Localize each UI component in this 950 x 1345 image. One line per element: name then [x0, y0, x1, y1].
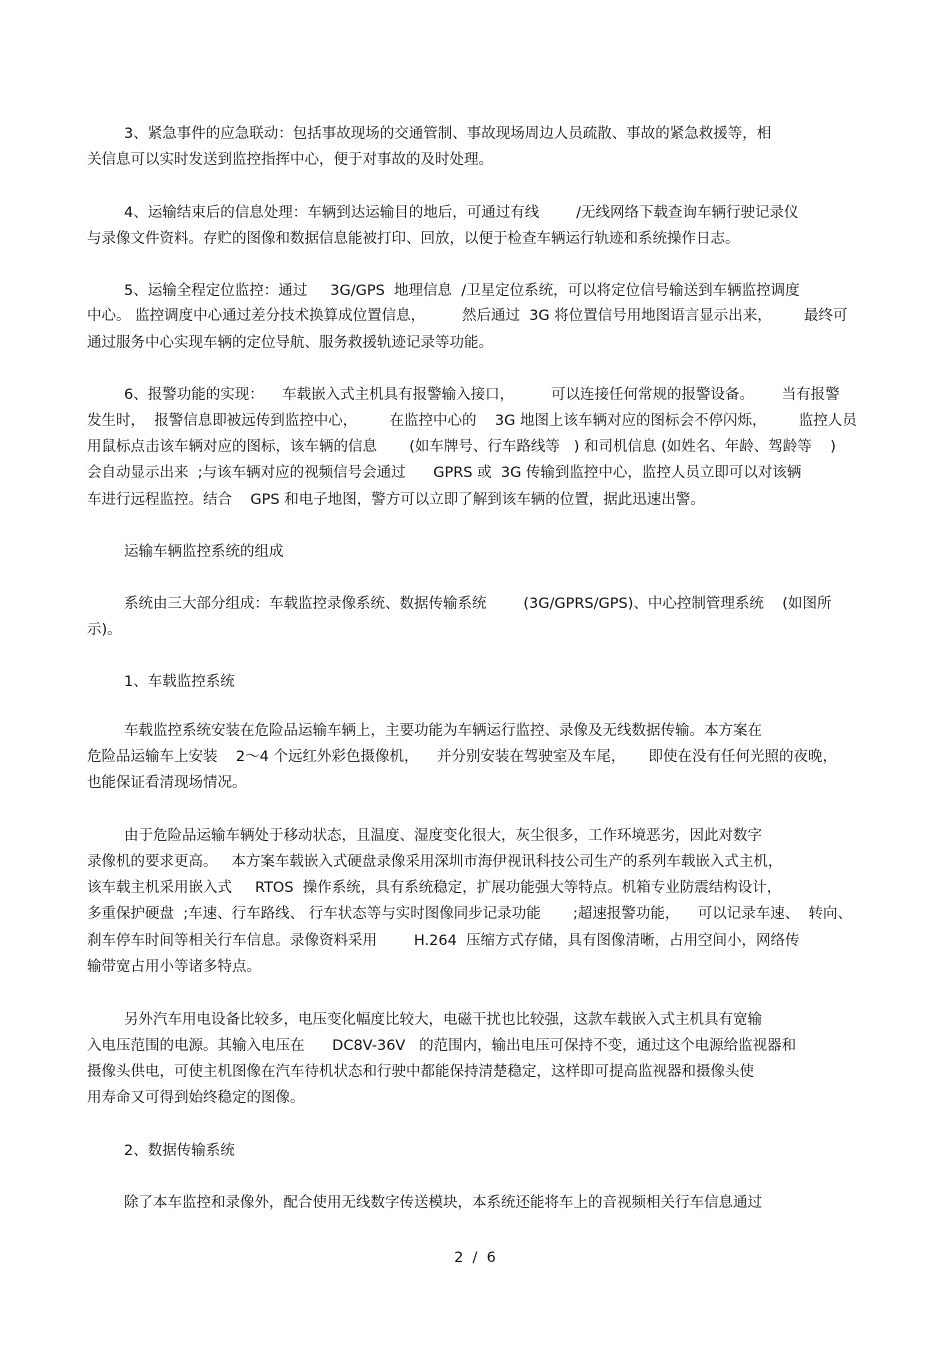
paragraph-line: 另外汽车用电设备比较多，电压变化幅度比较大，电磁干扰也比较强，这款车载嵌入式主机具有宽输 — [124, 1012, 762, 1028]
subsection-heading: 2、数据传输系统 — [124, 1143, 235, 1159]
page-number: 2 / 6 — [454, 1250, 496, 1266]
paragraph-line: 除了本车监控和录像外，配合使用无线数字传送模块，本系统还能将车上的音视频相关行车信息通过 — [124, 1195, 762, 1211]
paragraph-line: 4、运输结束后的信息处理：车辆到达运输目的地后，可通过有线 /无线网络下载查询车辆行驶记录仪 — [124, 205, 799, 221]
paragraph-line: 示)。 — [87, 622, 122, 638]
paragraph-line: 危险品运输车上安装 2～4 个远红外彩色摄像机， 并分别安装在驾驶室及车尾， 即使在没有任何光照的夜晚， — [87, 749, 837, 765]
paragraph-line: 车进行远程监控。结合 GPS 和电子地图，警方可以立即了解到该车辆的位置，据此迅速出警。 — [87, 492, 705, 508]
paragraph-line: 车载监控系统安装在危险品运输车辆上，主要功能为车辆运行监控、录像及无线数据传输。本方案在 — [124, 723, 762, 739]
paragraph-line: 录像机的要求更高。 本方案车载嵌入式硬盘录像采用深圳市海伊视讯科技公司生产的系列车载嵌入式主机， — [87, 854, 783, 870]
paragraph-line: 输带宽占用小等诸多特点。 — [87, 959, 261, 975]
paragraph-line: 3、紧急事件的应急联动：包括事故现场的交通管制、事故现场周边人员疏散、事故的紧急救援等，相 — [124, 126, 772, 142]
paragraph-line: 多重保护硬盘 ;车速、行车路线、 行车状态等与实时图像同步记录功能 ;超速报警功能， 可以记录车速、 转向、 — [87, 906, 853, 922]
paragraph-line: 5、运输全程定位监控：通过 3G/GPS 地理信息 /卫星定位系统，可以将定位信号输送到车辆监控调度 — [124, 283, 800, 299]
paragraph-line: 通过服务中心实现车辆的定位导航、服务救援轨迹记录等功能。 — [87, 335, 493, 351]
paragraph-line: 刹车停车时间等相关行车信息。录像资料采用 H.264 压缩方式存储，具有图像清晰，占用空间小，网络传 — [87, 933, 800, 949]
subsection-heading: 1、车载监控系统 — [124, 674, 235, 690]
paragraph-line: 也能保证看清现场情况。 — [87, 775, 247, 791]
section-heading: 运输车辆监控系统的组成 — [124, 544, 284, 560]
paragraph-line: 摄像头供电，可使主机图像在汽车待机状态和行驶中都能保持清楚稳定，这样即可提高监视器和摄像头使 — [87, 1064, 754, 1080]
paragraph-line: 用寿命又可得到始终稳定的图像。 — [87, 1090, 305, 1106]
paragraph-line: 发生时， 报警信息即被远传到监控中心， 在监控中心的 3G 地图上该车辆对应的图标会不停闪烁， 监控人员 — [87, 413, 857, 429]
paragraph-line: 该车载主机采用嵌入式 RTOS 操作系统，具有系统稳定，扩展功能强大等特点。机箱专业防震结构设计， — [87, 880, 782, 896]
paragraph-line: 中心。 监控调度中心通过差分技术换算成位置信息， 然后通过 3G 将位置信号用地图语言显示出来， 最终可 — [87, 308, 848, 324]
paragraph-line: 6、报警功能的实现： 车载嵌入式主机具有报警输入接口， 可以连接任何常规的报警设备。 当有报警 — [124, 387, 840, 403]
paragraph-line: 与录像文件资料。存贮的图像和数据信息能被打印、回放，以便于检查车辆运行轨迹和系统操作日志。 — [87, 231, 740, 247]
paragraph-line: 系统由三大部分组成：车载监控录像系统、数据传输系统 (3G/GPRS/GPS)、中心控制管理系统 (如图所 — [124, 596, 832, 612]
paragraph-line: 用鼠标点击该车辆对应的图标，该车辆的信息 (如车牌号、行车路线等 ) 和司机信息 (如姓名、年龄、驾龄等 ) — [87, 439, 836, 455]
paragraph-line: 关信息可以实时发送到监控指挥中心，便于对事故的及时处理。 — [87, 152, 493, 168]
paragraph-line: 由于危险品运输车辆处于移动状态，且温度、湿度变化很大，灰尘很多，工作环境恶劣，因此对数字 — [124, 828, 762, 844]
paragraph-line: 入电压范围的电源。其输入电压在 DC8V-36V 的范围内，输出电压可保持不变，通过这个电源给监视器和 — [87, 1038, 797, 1054]
paragraph-line: 会自动显示出来 ;与该车辆对应的视频信号会通过 GPRS 或 3G 传输到监控中心，监控人员立即可以对该辆 — [87, 465, 802, 481]
